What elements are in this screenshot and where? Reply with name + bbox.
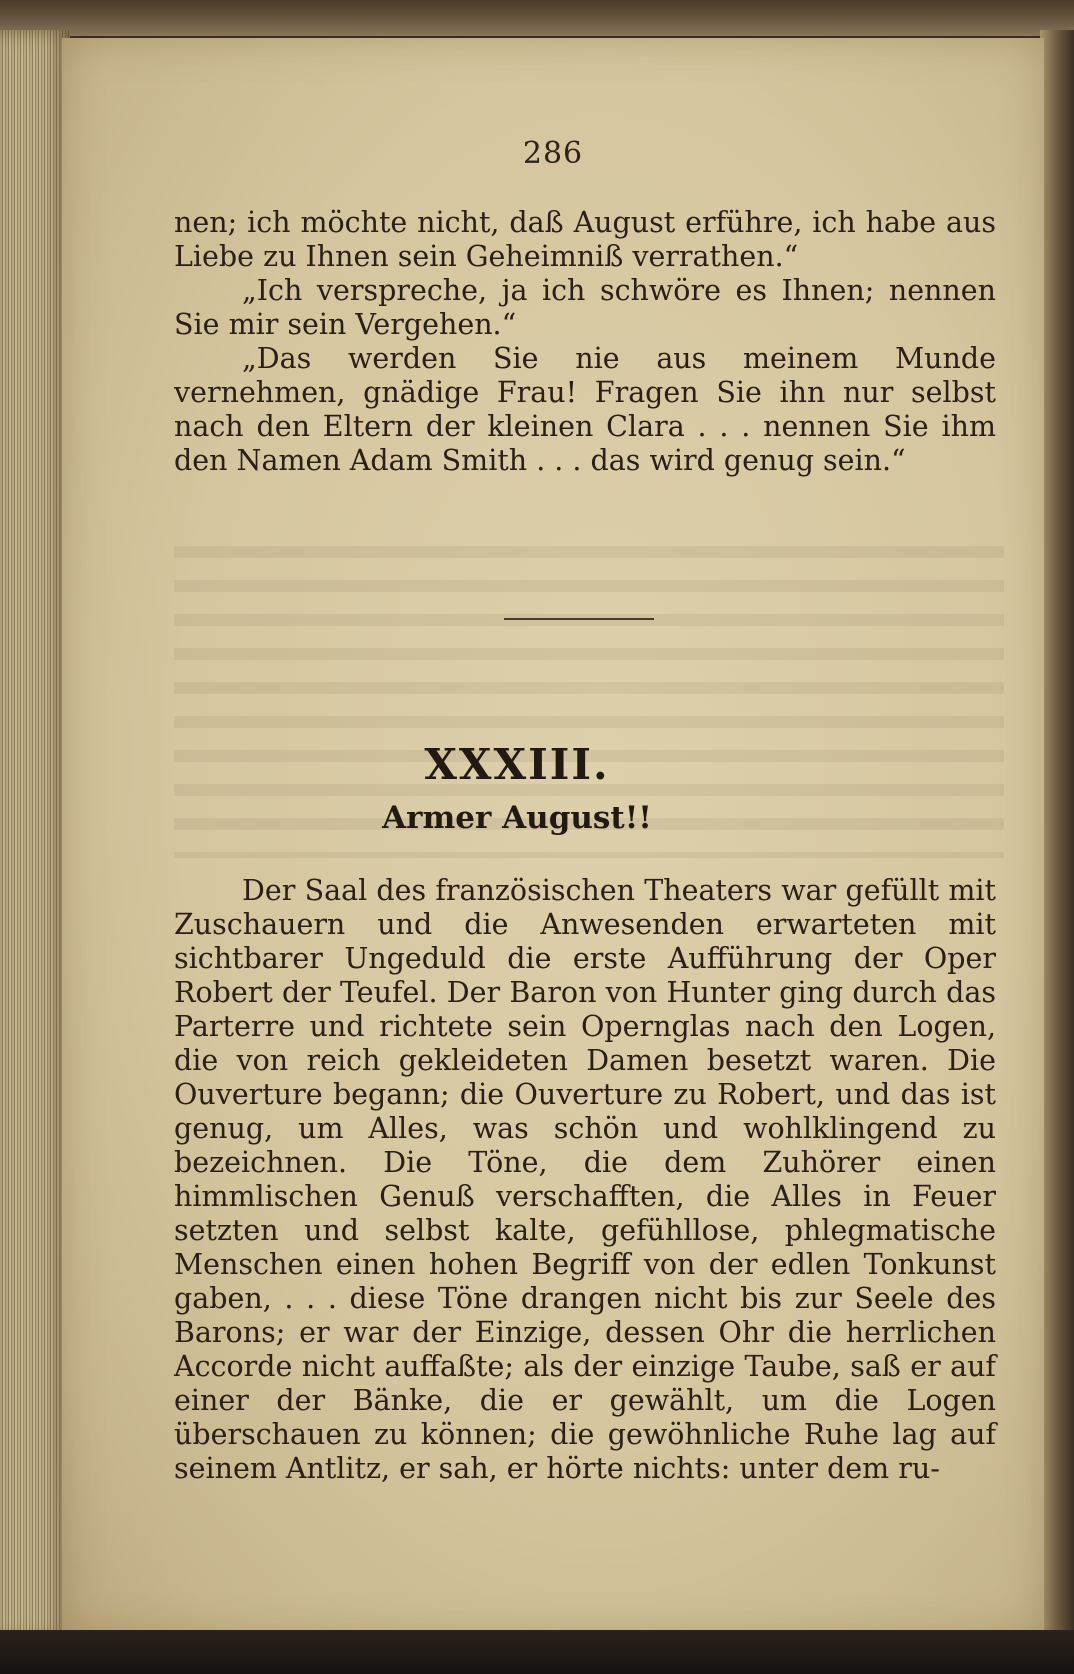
book-gutter-edge	[1040, 30, 1074, 1640]
continued-text	[174, 206, 996, 478]
book-cover-top-edge	[0, 0, 1074, 36]
chapter-title: Armer August!!	[382, 800, 652, 836]
paragraph: „Ich verspreche, ja ich schwöre es Ihnen; nennen Sie mir sein Vergehen.“	[174, 274, 996, 341]
paragraph: nen; ich möchte nicht, daß August erführe, ich habe aus Liebe zu Ihnen sein Geheimniß verrathen.“	[174, 206, 996, 273]
paragraph: Der Saal des französischen Theaters war gefüllt mit Zuschauern und die Anwesenden erwarteten mit sichtbarer Ungeduld die erste Aufführung der Oper Robert der Teufel. Der Baron von Hunter ging durch das Parterre und richtete sein Opernglas nach den Logen, die von reich gekleideten Damen besetzt waren. Die Ouverture begann; die Ouverture zu Robert, und das ist genug, um Alles, was schön und wohlklingend zu bezeichnen. Die Töne, die dem Zuhörer einen himmlischen Genuß verschafften, die Alles in Feuer setzten und selbst kalte, gefühllose, phlegmatische Menschen einen hohen Begriff von der edlen Tonkunst gaben, . . . diese Töne drangen nicht bis zur Seele des Barons; er war der Einzige, dessen Ohr die herrlichen Accorde nicht auffaßte; als der einzige Taube, saß er auf einer der Bänke, die er gewählt, um die Logen überschauen zu können; die gewöhnliche Ruhe lag auf seinem Antlitz, er sah, er hörte nichts: unter dem ru-	[174, 874, 996, 1485]
page-number: 286	[522, 136, 584, 171]
paragraph: „Das werden Sie nie aus meinem Munde vernehmen, gnädige Frau! Fragen Sie ihn nur selbst nach den Eltern der kleinen Clara . . . nennen Sie ihm den Namen Adam Smith . . . das wird genug sein.“	[174, 342, 996, 477]
section-divider-rule	[504, 618, 654, 620]
chapter-text	[174, 874, 996, 1486]
book-cover-bottom-edge	[0, 1630, 1074, 1674]
chapter-number: XXXIII.	[424, 740, 610, 789]
